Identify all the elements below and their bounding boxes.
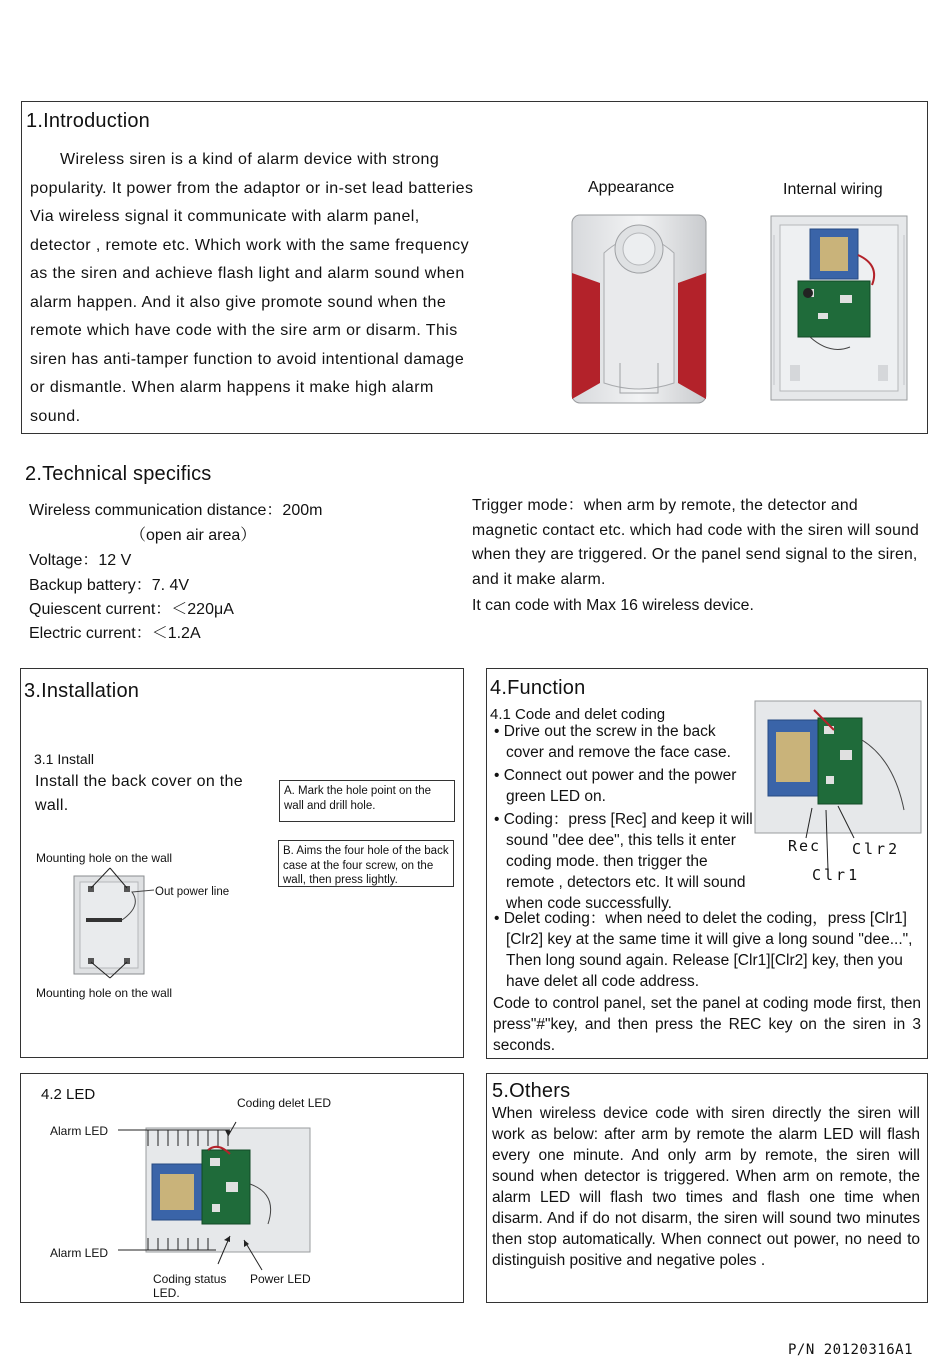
mounting-hole-top-label: Mounting hole on the wall [36, 851, 173, 865]
installation-heading: 3.Installation [24, 680, 140, 702]
back-cover-diagram [72, 866, 152, 978]
power-led-label: Power LED [250, 1272, 311, 1286]
others-heading: 5.Others [492, 1080, 571, 1102]
led-heading: 4.2 LED [41, 1086, 96, 1103]
function-heading: 4.Function [490, 677, 586, 699]
spec-max-devices: It can code with Max 16 wireless device. [472, 597, 754, 614]
install-note-b: B. Aims the four hole of the back case at the four screw, on the wall, then press lightly. [278, 840, 454, 887]
technical-specifics-heading: 2.Technical specifics [25, 463, 212, 485]
alarm-led-top-label: Alarm LED [50, 1124, 109, 1138]
install-subheading: 3.1 Install [34, 751, 94, 767]
function-bullet-3: • Coding：press [Rec] and keep it will sound "dee dee", this tells it enter coding mode. then trigger the remote , detectors etc. It will sound when code successfully. [494, 811, 753, 912]
function-panel-coding: Code to control panel, set the panel at coding mode first, then press"#"key, and then press the REC key on the siren in 3 seconds. [493, 995, 921, 1054]
internal-wiring-label: Internal wiring [783, 181, 883, 198]
rec-key-label: Rec [788, 837, 822, 855]
introduction-heading: 1.Introduction [26, 110, 150, 132]
alarm-led-bottom-label: Alarm LED [50, 1246, 109, 1260]
function-subheading: 4.1 Code and delet coding [490, 706, 666, 723]
clr2-key-label: Clr2 [852, 840, 901, 858]
coding-delet-led-label: Coding delet LED [237, 1096, 332, 1110]
spec-quiescent-current: Quiescent current：＜220μA [29, 601, 234, 618]
spec-battery: Backup battery：7. 4V [29, 577, 190, 594]
install-note-a: A. Mark the hole point on the wall and drill hole. [279, 780, 455, 822]
function-bullet-4: • Delet coding：when need to delet the coding，press [Clr1][Clr2] key at the same time it will give a long sound "dee...", Then long sound again. Release [Clr1][Clr2] key, then you have delet all code address. [494, 910, 913, 990]
mounting-hole-bottom-label: Mounting hole on the wall [36, 986, 173, 1000]
spec-electric-current: Electric current：＜1.2A [29, 625, 201, 642]
install-instruction: Install the back cover on the wall. [35, 773, 243, 814]
spec-distance: Wireless communication distance：200m [29, 502, 323, 519]
spec-distance-note: （open air area） [130, 527, 257, 544]
clr1-key-label: Clr1 [812, 866, 861, 884]
out-power-line-label: Out power line [155, 886, 230, 898]
function-wiring-image [754, 700, 924, 850]
function-steps [492, 721, 754, 914]
coding-status-led-label: Coding status LED. [153, 1272, 227, 1300]
led-board-diagram [118, 1124, 314, 1256]
introduction-text: Wireless siren is a kind of alarm device with strong popularity. It power from the adaptor or in-set lead batteries Via wireless signal it communicate with alarm panel, detector , remote etc. Which work with the same frequency as the siren and achieve flash light and alarm sound when alarm happen. And it also give promote sound when the remote which have code with the sire arm or disarm. This siren has anti-tamper function to avoid intentional damage or dismantle. When alarm happens it make high alarm sound. [30, 151, 474, 425]
spec-trigger-mode: Trigger mode：when arm by remote, the detector and magnetic contact etc. which had code with the siren will sound when they are triggered. Or the panel send signal to the siren, and it make alarm. [472, 497, 920, 589]
internal-wiring-image [770, 215, 908, 401]
spec-voltage: Voltage：12 V [29, 552, 132, 569]
siren-appearance-image [570, 213, 708, 405]
function-bullet-1: • Drive out the screw in the back cover and remove the face case. [494, 723, 731, 761]
part-number: P/N 20120316A1 [788, 1342, 914, 1358]
function-bullet-2: • Connect out power and the power green LED on. [494, 767, 737, 805]
others-text: When wireless device code with siren directly the siren will work as below: after arm by remote the alarm LED will flash every one minute. And only arm by remote, the siren will sound when detector is triggered. When arm on remote, the alarm LED will flash two times and flash one time when disarm. And if do not disarm, the siren will sound two minutes then stop automatically. When connect out power, no need to distinguish positive and negative poles . [492, 1105, 920, 1269]
appearance-label: Appearance [588, 179, 675, 196]
